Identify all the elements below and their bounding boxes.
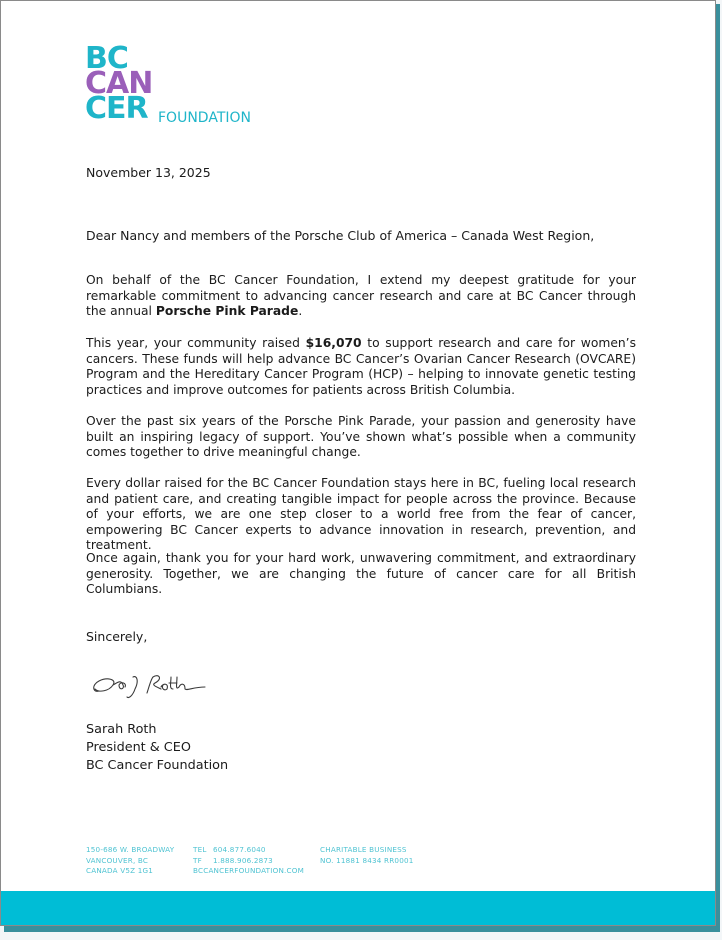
tel-number: 604.877.6040 <box>213 845 266 854</box>
paragraph-text: On behalf of the BC Cancer Foundation, I extend my deepest gratitude for your remarkable commitment to advancing cancer research and care at BC Cancer through the annual <box>86 273 636 318</box>
logo-line-cer: CER <box>85 91 148 126</box>
website-link[interactable]: BCCANCERFOUNDATION.COM <box>193 866 304 875</box>
paragraph-thanks: Once again, thank you for your hard work, unwavering commitment, and extraordinary generosity. Together, we are changing the future of cancer care for all British Columbians. <box>86 551 636 596</box>
footer-charity <box>320 845 414 866</box>
paragraph-impact: Every dollar raised for the BC Cancer Foundation stays here in BC, fueling local research and patient care, and creating tangible impact for people across the province. Because of your efforts, we are one step closer to a world free from the fear of cancer, empowering BC Cancer experts to advance innovation in research, prevention, and treatment. <box>86 476 636 552</box>
signer-title: President & CEO <box>86 740 191 755</box>
address-line: CANADA V5Z 1G1 <box>86 866 154 875</box>
signer-block <box>86 721 228 775</box>
letter-date: November 13, 2025 <box>86 165 211 180</box>
amount-raised-bold: $16,070 <box>305 336 362 350</box>
tel-label: TEL <box>193 845 207 854</box>
paragraph-gratitude <box>86 273 636 320</box>
logo-line-can: CAN <box>85 66 153 101</box>
footer-contact <box>193 845 304 877</box>
event-name-bold: Porsche Pink Parade <box>155 304 299 318</box>
letter-closing: Sincerely, <box>86 629 148 644</box>
charity-number: NO. 11881 8434 RR0001 <box>320 855 414 865</box>
letter-salutation: Dear Nancy and members of the Porsche Club of America – Canada West Region, <box>86 228 595 243</box>
bc-cancer-foundation-logo <box>85 41 251 126</box>
signature-icon <box>89 663 214 703</box>
footer-color-band <box>1 891 716 926</box>
address-line: 150-686 W. BROADWAY <box>86 845 175 854</box>
logo-foundation-wordmark: FOUNDATION <box>158 110 251 126</box>
signer-organization: BC Cancer Foundation <box>86 758 229 773</box>
logo-line-bc: BC <box>85 41 128 76</box>
paragraph-text: to support research and care for women’s cancers. These funds will help advance BC Cancer’s Ovarian Cancer Research (OVCARE) Program and the Hereditary Cancer Program (HCP) – helping to innovate genetic testing practices and improve outcomes for patients across British Columbia. <box>86 336 636 397</box>
tf-label: TF <box>193 855 202 865</box>
signer-name: Sarah Roth <box>86 722 157 737</box>
address-line: VANCOUVER, BC <box>86 855 149 865</box>
footer-address <box>86 845 174 877</box>
paragraph-text: This year, your community raised <box>86 336 306 350</box>
tf-number: 1.888.906.2873 <box>213 855 273 865</box>
paragraph-text: . <box>298 304 303 318</box>
paragraph-legacy: Over the past six years of the Porsche Pink Parade, your passion and generosity have built an inspiring legacy of support. You’ve shown what’s possible when a community comes together to drive meaningful change. <box>86 414 636 459</box>
paragraph-amount-raised <box>86 336 636 398</box>
charity-line: CHARITABLE BUSINESS <box>320 845 407 854</box>
